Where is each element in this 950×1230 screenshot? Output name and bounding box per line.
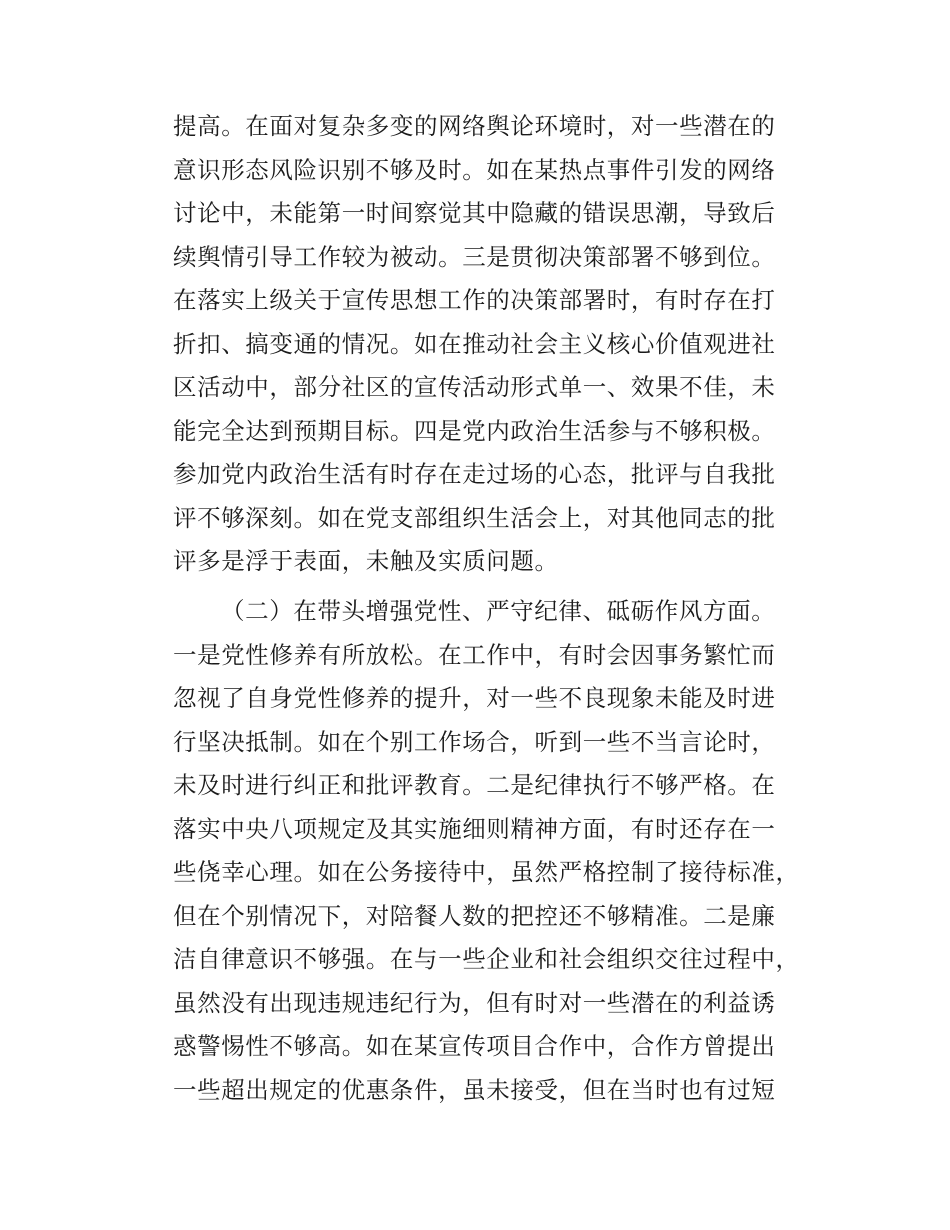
text-line: 意识形态风险识别不够及时。如在某热点事件引发的网络 — [173, 155, 776, 184]
text-line: 能完全达到预期目标。四是党内政治生活参与不够积极。 — [173, 416, 776, 445]
text-line: 参加党内政治生活有时存在走过场的心态，批评与自我批 — [173, 460, 776, 488]
text-line: 评多是浮于表面，未触及实质问题。 — [173, 547, 559, 575]
text-line: 讨论中，未能第一时间察觉其中隐藏的错误思潮，导致后 — [173, 199, 776, 227]
text-line: 落实中央八项规定及其实施细则精神方面，有时还存在一 — [173, 814, 776, 843]
text-line: 提高。在面对复杂多变的网络舆论环境时，对一些潜在的 — [173, 112, 776, 140]
text-line: 一是党性修养有所放松。在工作中，有时会因事务繁忙而 — [173, 640, 776, 669]
text-line: 些侥幸心理。如在公务接待中，虽然严格控制了接待标准， — [173, 858, 800, 886]
text-line: 洁自律意识不够强。在与一些企业和社会组织交往过程中， — [173, 945, 800, 973]
text-line: 一些超出规定的优惠条件，虽未接受，但在当时也有过短 — [173, 1075, 776, 1104]
text-line: 但在个别情况下，对陪餐人数的把控还不够精准。二是廉 — [173, 901, 776, 930]
text-line: 续舆情引导工作较为被动。三是贯彻决策部署不够到位。 — [173, 242, 776, 271]
paragraph-2 — [173, 593, 813, 1115]
text-line: 虽然没有出现违规违纪行为，但有时对一些潜在的利益诱 — [173, 988, 776, 1017]
text-line: 在落实上级关于宣传思想工作的决策部署时，有时存在打 — [173, 286, 776, 314]
text-line: 折扣、搞变通的情况。如在推动社会主义核心价值观进社 — [173, 329, 776, 358]
text-line: 惑警惕性不够高。如在某宣传项目合作中，合作方曾提出 — [173, 1032, 776, 1060]
paragraph-1 — [173, 108, 813, 587]
text-line: 评不够深刻。如在党支部组织生活会上，对其他同志的批 — [173, 503, 776, 532]
text-line: 忽视了自身党性修养的提升，对一些不良现象未能及时进 — [173, 684, 776, 712]
text-line: 未及时进行纠正和批评教育。二是纪律执行不够严格。在 — [173, 771, 776, 799]
section-heading-line: （二）在带头增强党性、严守纪律、砥砺作风方面。 — [221, 597, 776, 625]
text-line: 行坚决抵制。如在个别工作场合，听到一些不当言论时， — [173, 727, 776, 756]
text-line: 区活动中，部分社区的宣传活动形式单一、效果不佳，未 — [173, 373, 776, 401]
